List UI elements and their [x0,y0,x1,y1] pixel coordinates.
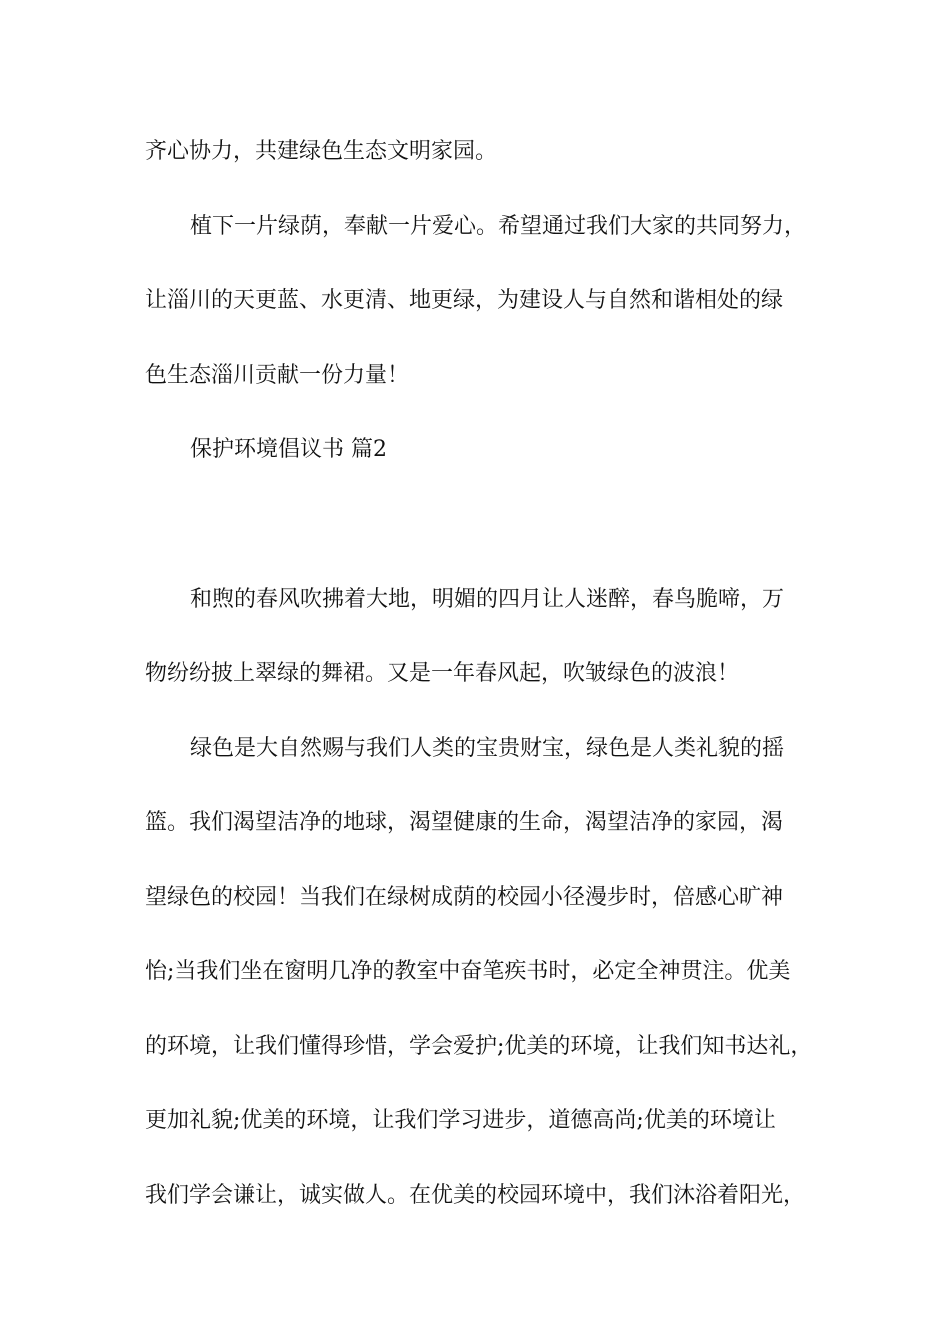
text-line: 更加礼貌;优美的环境，让我们学习进步，道德高尚;优美的环境让 [145,1108,776,1133]
text-line: 望绿色的校园！当我们在绿树成荫的校园小径漫步时，倍感心旷神 [145,885,784,910]
text-line: 的环境，让我们懂得珍惜，学会爱护;优美的环境，让我们知书达礼， [145,1034,813,1059]
text-line: 和煦的春风吹拂着大地，明媚的四月让人迷醉，春鸟脆啼，万 [190,587,785,612]
text-line: 植下一片绿荫，奉献一片爱心。希望通过我们大家的共同努力， [190,214,807,239]
text-line: 篮。我们渴望洁净的地球，渴望健康的生命，渴望洁净的家园，渴 [145,810,784,835]
text-line: 我们学会谦让，诚实做人。在优美的校园环境中，我们沐浴着阳光， [145,1183,806,1208]
text-line: 让淄川的天更蓝、水更清、地更绿，为建设人与自然和谐相处的绿 [145,288,784,313]
text-line: 绿色是大自然赐与我们人类的宝贵财宝，绿色是人类礼貌的摇 [190,736,785,761]
text-line: 怡;当我们坐在窗明几净的教室中奋笔疾书时，必定全神贯注。优美 [145,959,791,984]
section-heading: 保护环境倡议书 篇2 [190,437,387,462]
text-line: 齐心协力，共建绿色生态文明家园。 [145,139,498,164]
text-line: 色生态淄川贡献一份力量！ [145,363,410,388]
text-line: 物纷纷披上翠绿的舞裙。又是一年春风起，吹皱绿色的波浪！ [145,661,740,686]
